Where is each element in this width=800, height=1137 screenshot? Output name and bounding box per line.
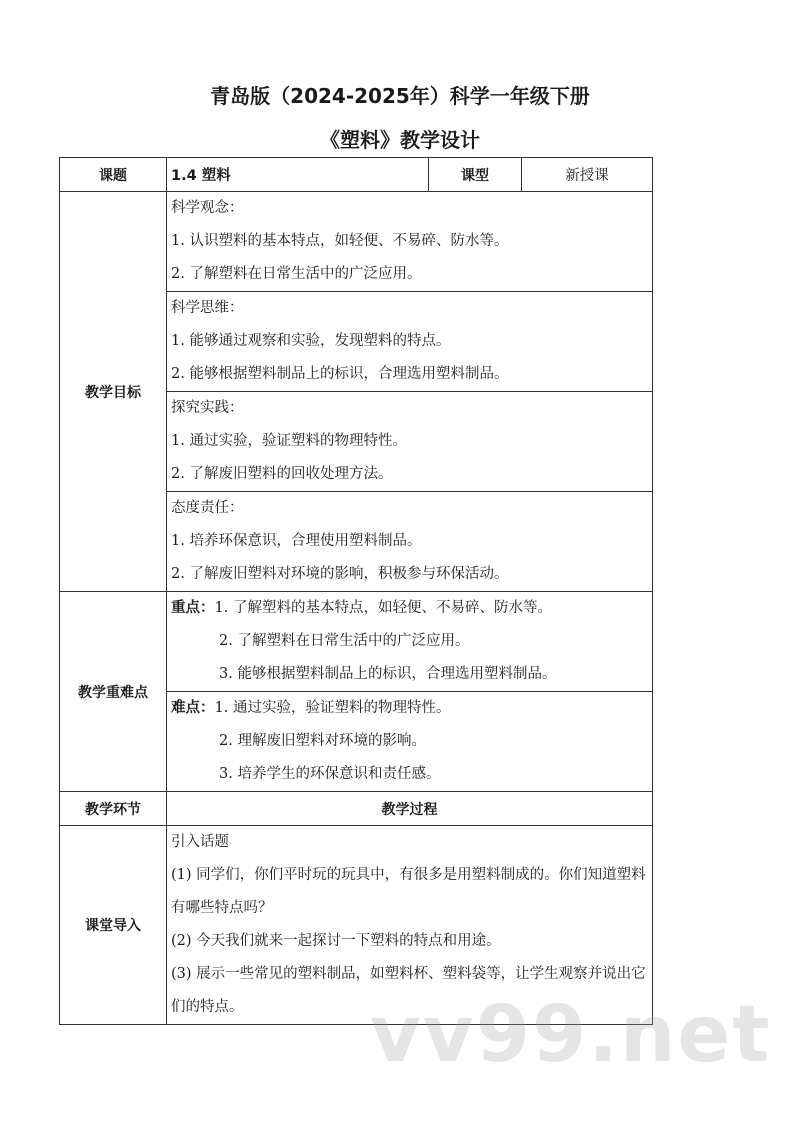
objective-heading: 探究实践： xyxy=(171,400,244,416)
process-header: 教学过程 xyxy=(167,792,653,826)
objective-section xyxy=(167,292,653,392)
document-subtitle: 《塑料》教学设计 xyxy=(320,128,480,152)
objective-item: 2. 了解塑料在日常生活中的广泛应用。 xyxy=(171,266,422,282)
objective-heading: 科学观念： xyxy=(171,200,244,216)
key-points-row xyxy=(60,592,653,692)
watermark: vv99.net xyxy=(370,990,772,1080)
key-points-label: 教学重难点 xyxy=(60,592,167,792)
objective-item: 2. 能够根据塑料制品上的标识，合理选用塑料制品。 xyxy=(171,366,509,382)
objective-section xyxy=(167,192,653,292)
difficulty-label: 难点： xyxy=(171,700,215,716)
intro-paragraph: (2) 今天我们就来一起探讨一下塑料的特点和用途。 xyxy=(171,933,501,949)
objectives-label: 教学目标 xyxy=(60,192,167,592)
intro-paragraph: (1) 同学们，你们平时玩的玩具中，有很多是用塑料制成的。你们知道塑料有哪些特点吗？ xyxy=(171,867,646,916)
lesson-plan-table xyxy=(59,157,653,1025)
objective-item: 1. 培养环保意识，合理使用塑料制品。 xyxy=(171,533,422,549)
lesson-type-label: 课型 xyxy=(429,158,522,192)
focus-section xyxy=(167,592,653,692)
objective-item: 2. 了解废旧塑料的回收处理方法。 xyxy=(171,466,393,482)
objective-item: 1. 认识塑料的基本特点，如轻便、不易碎、防水等。 xyxy=(171,233,509,249)
process-header-row xyxy=(60,792,653,826)
intro-label: 课堂导入 xyxy=(60,826,167,1025)
focus-item: 3. 能够根据塑料制品上的标识，合理选用塑料制品。 xyxy=(219,666,557,682)
difficulty-item xyxy=(171,692,648,725)
objective-item: 1. 通过实验，验证塑料的物理特性。 xyxy=(171,433,407,449)
objective-section xyxy=(167,492,653,592)
objective-section xyxy=(167,392,653,492)
objective-heading: 态度责任： xyxy=(171,500,244,516)
lesson-type-value: 新授课 xyxy=(522,158,653,192)
document-title: 青岛版（2024-2025年）科学一年级下册 xyxy=(210,84,590,108)
difficulty-text: 1. 通过实验，验证塑料的物理特性。 xyxy=(214,700,451,716)
focus-item: 2. 了解塑料在日常生活中的广泛应用。 xyxy=(219,633,470,649)
difficulty-item: 2. 理解废旧塑料对环境的影响。 xyxy=(219,733,426,749)
objectives-row xyxy=(60,192,653,292)
intro-paragraph: (3) 展示一些常见的塑料制品，如塑料杯、塑料袋等，让学生观察并说出它们的特点。 xyxy=(171,966,646,1015)
difficulty-item: 3. 培养学生的环保意识和责任感。 xyxy=(219,766,441,782)
intro-heading: 引入话题 xyxy=(171,834,229,850)
focus-item xyxy=(171,592,648,625)
topic-value: 1.4 塑料 xyxy=(167,158,429,192)
stage-header: 教学环节 xyxy=(60,792,167,826)
focus-text: 1. 了解塑料的基本特点，如轻便、不易碎、防水等。 xyxy=(214,600,552,616)
objective-item: 2. 了解废旧塑料对环境的影响，积极参与环保活动。 xyxy=(171,566,509,582)
focus-label: 重点： xyxy=(171,600,215,616)
objective-item: 1. 能够通过观察和实验，发现塑料的特点。 xyxy=(171,333,451,349)
topic-label: 课题 xyxy=(60,158,167,192)
difficulty-section xyxy=(167,692,653,792)
topic-row xyxy=(60,158,653,192)
objective-heading: 科学思维： xyxy=(171,300,244,316)
